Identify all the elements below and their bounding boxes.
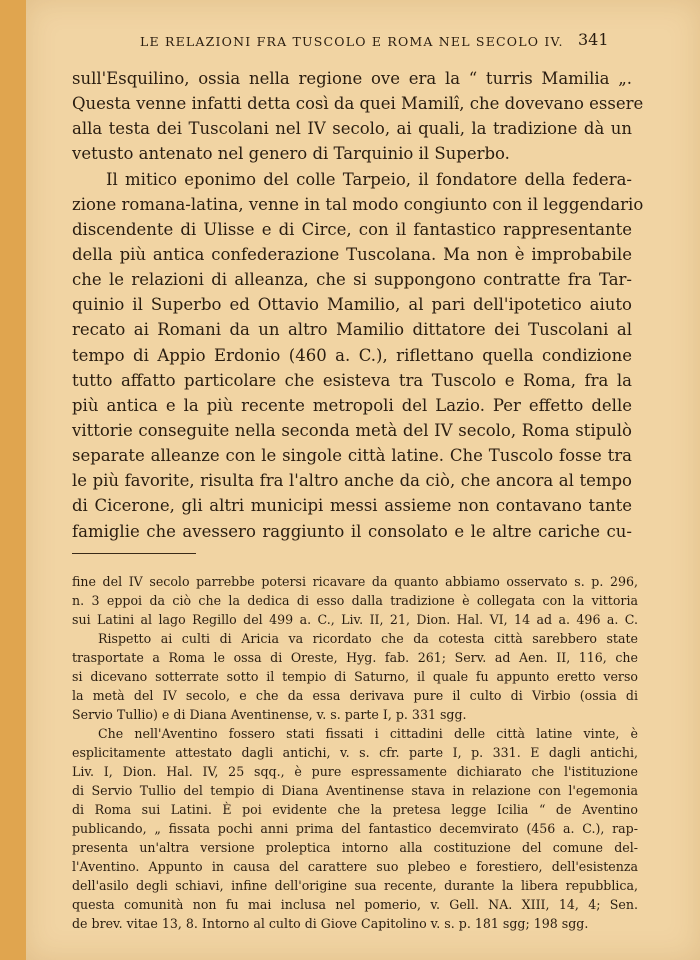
text-line: zione romana-latina, venne in tal modo congiunto con il leggendario (72, 194, 644, 214)
footnote-line: sui Latini al lago Regillo del 499 a. C., Liv. II, 21, Dion. Hal. VI, 14 ad a. 496 a. C. (72, 612, 638, 627)
footnote-line: la metà del IV secolo, e che da essa derivava pure il culto di Virbio (ossia di (72, 688, 638, 703)
page-edge (0, 0, 26, 960)
footnote-line: publicando, „ fissata pochi anni prima del fantastico decemvirato (456 a. C.), rap- (72, 821, 638, 836)
footnote-line: questa comunità non fu mai inclusa nel pomerio, v. Gell. NA. XIII, 14, 4; Sen. (72, 897, 638, 912)
footnote-line: si dicevano sotterrate sotto il tempio di Saturno, il quale fu appunto eretto verso (72, 669, 638, 684)
text-line: della più antica confederazione Tuscolana. Ma non è improbabile (72, 244, 632, 264)
text-line: più antica e la più recente metropoli del Lazio. Per effetto delle (72, 395, 632, 415)
text-line: che le relazioni di alleanza, che si suppongono contratte fra Tar- (72, 270, 632, 290)
footnote-line: n. 3 eppoi da ciò che la dedica di esso dalla tradizione è collegata con la vittoria (72, 593, 638, 608)
footnotes (72, 572, 638, 933)
text-line: famiglie che avessero raggiunto il consolato e le altre cariche cu- (72, 521, 632, 541)
text-line: quinio il Superbo ed Ottavio Mamilio, al pari dell'ipotetico aiuto (72, 295, 632, 315)
footnote-line: de brev. vitae 13, 8. Intorno al culto di Giove Capitolino v. s. p. 181 sgg; 198 sgg. (72, 916, 589, 931)
footnote-line: di Roma sui Latini. È poi evidente che la pretesa legge Icilia “ de Aventino (72, 802, 638, 817)
page-number: 341 (578, 30, 609, 49)
footnote-line: trasportate a Roma le ossa di Oreste, Hyg. fab. 261; Serv. ad Aen. II, 116, che (72, 650, 638, 665)
text-line: tempo di Appio Erdonio (460 a. C.), riflettano quella condizione (72, 345, 632, 365)
footnote-line: di Servio Tullio del tempio di Diana Aventinense stava in relazione con l'egemonia (72, 783, 638, 798)
text-line: vetusto antenato nel genero di Tarquinio il Superbo. (72, 144, 510, 164)
text-line: Questa venne infatti detta così da quei Mamilî, che dovevano essere (72, 94, 644, 114)
text-line: separate alleanze con le singole città latine. Che Tuscolo fosse tra (72, 446, 632, 466)
footnote-rule (72, 553, 196, 554)
footnote-line: Rispetto ai culti di Aricia va ricordato che da cotesta città sarebbero state (98, 631, 638, 646)
text-line: le più favorite, risulta fra l'altro anche da ciò, che ancora al tempo (72, 471, 632, 491)
footnote-line: Che nell'Aventino fossero stati fissati i cittadini delle città latine vinte, è (98, 726, 638, 741)
text-line: alla testa dei Tuscolani nel IV secolo, ai quali, la tradizione dà un (72, 119, 632, 139)
text-line: di Cicerone, gli altri municipi messi assieme non contavano tante (72, 496, 632, 516)
footnote-line: fine del IV secolo parrebbe potersi ricavare da quanto abbiamo osservato s. p. 296, (72, 574, 638, 589)
footnote-line: presenta un'altra versione proleptica intorno alla costituzione del comune del- (72, 840, 638, 855)
text-line: tutto affatto particolare che esisteva tra Tuscolo e Roma, fra la (72, 370, 632, 390)
text-line: Il mitico eponimo del colle Tarpeio, il fondatore della federa- (106, 169, 632, 189)
text-line: sull'Esquilino, ossia nella regione ove era la “ turris Mamilia „. (72, 69, 632, 88)
footnote-line: dell'asilo degli schiavi, infine dell'origine sua recente, durante la libera repubblica, (72, 878, 638, 893)
footnote-line: Liv. I, Dion. Hal. IV, 25 sqq., è pure espressamente dichiarato che l'istituzione (72, 764, 638, 779)
footnote-line: esplicitamente attestato dagli antichi, v. s. cfr. parte I, p. 331. E dagli antichi, (72, 745, 638, 760)
text-line: vittorie conseguite nella seconda metà del IV secolo, Roma stipulò (72, 420, 632, 440)
text-line: discendente di Ulisse e di Circe, con il fantastico rappresentante (72, 219, 632, 239)
main-text (72, 66, 644, 544)
footnote-line: Servio Tullio) e di Diana Aventinense, v. s. parte I, p. 331 sgg. (72, 707, 467, 722)
book-page (26, 0, 700, 960)
text-line: recato ai Romani da un altro Mamilio dittatore dei Tuscolani al (72, 320, 632, 340)
running-header (26, 30, 700, 54)
running-title: LE RELAZIONI FRA TUSCOLO E ROMA NEL SECOLO IV. (140, 34, 564, 49)
footnote-line: l'Aventino. Appunto in causa del carattere suo plebeo e forestiero, dell'esistenza (72, 859, 638, 874)
